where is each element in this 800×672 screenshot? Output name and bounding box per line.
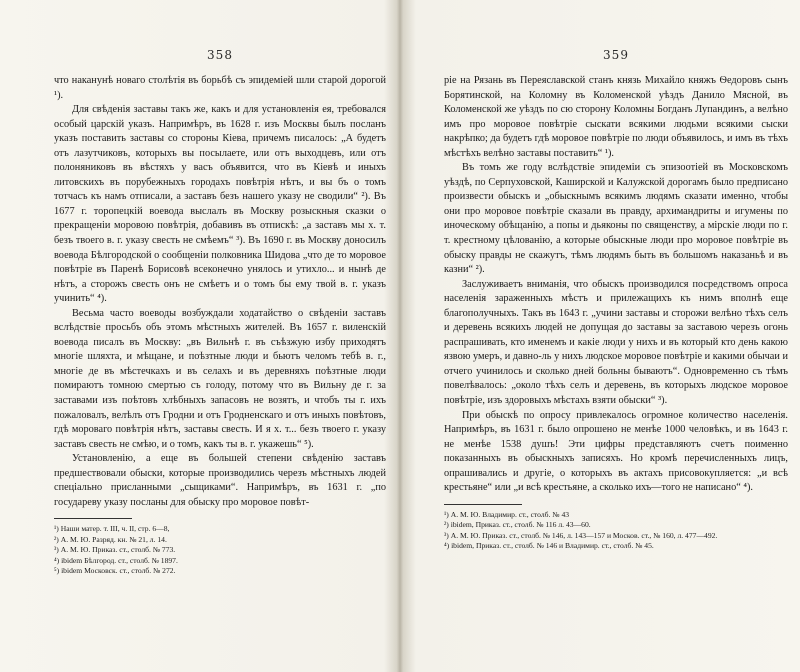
- page-number: 358: [207, 48, 233, 62]
- paragraph: что наканунѣ новаго столѣтія въ борьбѣ съ эпидеміей шли старой дорогой ¹).: [54, 75, 386, 101]
- page-body: [444, 74, 788, 496]
- footnotes: [444, 510, 788, 552]
- footnote: ²) А. М. Ю. Разряд. кн. № 21, л. 14.: [54, 534, 167, 544]
- paragraph: Для свѣденія заставы такъ же, какъ и для установленія ея, требовался особый царскій указъ. Напримѣръ, въ 1628 г. изъ Москвы былъ посланъ указъ поставить заставы со стороны Кіева, причемъ писалось: „А будетъ отъ лазутчиковъ, которыхъ вы посылаете, или отъ выходцевъ, или отъ полоняниковъ въ вѣстяхъ у васъ объявится, что въ Кіевѣ и иныхъ литовскихъ въ порубежныхъ городахъ повѣтрія нѣтъ, и вы бъ о томъ тотчасъ къ намъ отписали, а заставъ безъ нашего указу не сводили“ ²). Въ 1677 г. торопецкій воевода выслалъ въ Москву розыскныя сказки о прекращеніи моровою повѣтрія, добавивъ въ отпискѣ: „а заставъ мы х. т. безъ твоего в. г. указу свесть не смѣемъ“ ³). Въ 1690 г. въ Москву доносилъ воевода Бѣлгородской о сообщеніи полковника Шидова „что де то моровое повѣтріе въ Паренѣ Борисовѣ всеконечно унялось и утихло... и нынѣ де нѣтъ, а сторожъ свесть онъ не смѣетъ и о томъ бы ему твой в. г. указъ учинить“ ⁴).: [54, 104, 386, 305]
- footnote: ¹) А. М. Ю. Владимир. ст., столб. № 43: [444, 509, 570, 519]
- footnote: ²) ibidem, Приказ. ст., столб. № 116 л. 43—60.: [444, 520, 591, 530]
- footnote: ⁵) ibidem Московск. ст., столб. № 272.: [54, 566, 176, 576]
- paragraph: Въ томъ же году вслѣдствіе эпидеміи съ эпизоотіей въ Московскомъ уѣздѣ, по Серпуховской, Каширской и Калужской дорогамъ было предписано произвести обыскъ и „обыскнымъ всякимъ людямъ сказати именно, чтобы они про моровое повѣтріе сказали въ правду, архимандриты и игумены по иноческому обѣщанію, а попы и дьяконы по священству, а мірскіе люди по г. т. крестному цѣлованію, а которые обыскные люди про моровое повѣтріе въ обыску правды не скажутъ, тѣмъ людямъ быть въ большомъ наказаньѣ и въ казни“ ²).: [444, 162, 788, 276]
- footnote: ¹) Наши матер. т. III, ч. II, стр. 6—8,: [54, 524, 170, 534]
- footnote: ³) А. М. Ю. Приказ. ст., столб. № 146, л. 143—157 и Москов. ст., № 160, л. 477—492.: [444, 530, 718, 540]
- page-number: 359: [603, 48, 629, 62]
- right-page: [400, 0, 800, 672]
- footnote: ⁴) ibidem, Приказ. ст., столб. № 146 и Владимир. ст., столб. № 45.: [444, 541, 654, 551]
- page-body: [54, 74, 386, 510]
- paragraph: При обыскѣ по опросу привлекалось огромное количество населенія. Напримѣръ, въ 1631 г. было опрошено не менѣе 1000 человѣкъ, и въ 1643 г. не менѣе 1538 душъ! Эти цифры представляютъ счетъ поименно показанныхъ въ обыскныхъ записяхъ. Но кромѣ перечисленныхъ лицъ, опрашивались и другіе, о которыхъ въ актахъ присовокупляется: „и всѣ крестьяне“ или „и всѣ крестьяне, а сколько ихъ—того не написано“ ⁴).: [444, 409, 788, 494]
- footnote: ⁴) ibidem Бѣлгород. ст., столб. № 1897.: [54, 555, 178, 565]
- paragraph: Весьма часто воеводы возбуждали ходатайство о свѣденіи заставъ вслѣдствіе просьбъ объ этомъ мѣстныхъ жителей. Въ 1657 г. виленскій воевода писалъ въ Москву: „въ Вильнѣ г. въ съѣзжую избу приходятъ многіе шляхта, и мѣщане, и поѣзтные люди и бьютъ челомъ тебѣ в. г., многіе де въ мѣстечкахъ и въ селахъ и въ деревняхъ поѣзтные люди помираютъ томною смертью съ голоду, потому что въ Вильну де г. за заставами изъ поѣтовъ хлѣбныхъ запасовъ не возятъ, и чтобъ ты г. ихъ пожаловалъ, велѣлъ отъ Гродни и отъ Гродненскаго и отъ иныхъ повѣтовъ, гдѣ мороваго повѣтрія нѣтъ, заставы свесть. И я х. т... безъ твоего г. указу заставъ свесть не смѣю, и о томъ, какъ ты в. г. укажешь“ ⁵).: [54, 307, 386, 450]
- paragraph: Заслуживаетъ вниманія, что обыскъ производился посредствомъ опроса населенія зараженныхъ мѣстъ и прилежащихъ къ нимъ вполнѣ еще благополучныхъ. Такъ въ 1643 г. „учини заставы и сторожи велѣно тѣхъ селъ и деревень всякихъ людей не допущая до заставы за заставою черезъ огонь распрашивать, кто именемъ и какіе люди у нихъ и въ который кто день какою язвою умеръ, и давно-ль у нихъ людское моровое повѣтріе и какими обычаи и отчего учинилось и сколько дней больны бываютъ“. Одновременно съ тѣмъ повелѣвалось: „около тѣхъ селъ и деревень, въ которыхъ людское моровое повѣтріе, изъ здоровыхъ мѣстахъ взяти обыски“ ³).: [444, 278, 788, 407]
- paragraph: ріе на Рязань въ Переяславской станъ князь Михайло княжъ Ѳедоровъ сынъ Борятинской, на Коломну въ Коломенской уѣздъ Данило Мясной, въ Коломенской же уѣздъ по сю сторону Коломны Богданъ Лупандинъ, а велѣно имъ про моровое повѣтріе сыскати всякими людьми всякими сыски накрѣпко; да будетъ гдѣ моровое повѣтріе по люди объявилось, и имъ въ тѣхъ мѣстѣхъ велѣно заставы поставить“ ¹).: [444, 75, 788, 159]
- paragraph: Установленію, а еще въ большей степени свѣденію заставъ предшествовали обыски, которые производились черезъ мѣстныхъ людей спеціально присланными „сыщиками“. Напримѣръ, въ 1631 г. „по государеву указу посланы для обыску про моровое повѣт-: [54, 453, 386, 508]
- footnote-divider: [54, 518, 132, 519]
- footnote: ³) А. М. Ю. Приказ. ст., столб. № 773.: [54, 545, 176, 555]
- footnotes: [54, 524, 386, 577]
- footnote-divider: [444, 504, 522, 505]
